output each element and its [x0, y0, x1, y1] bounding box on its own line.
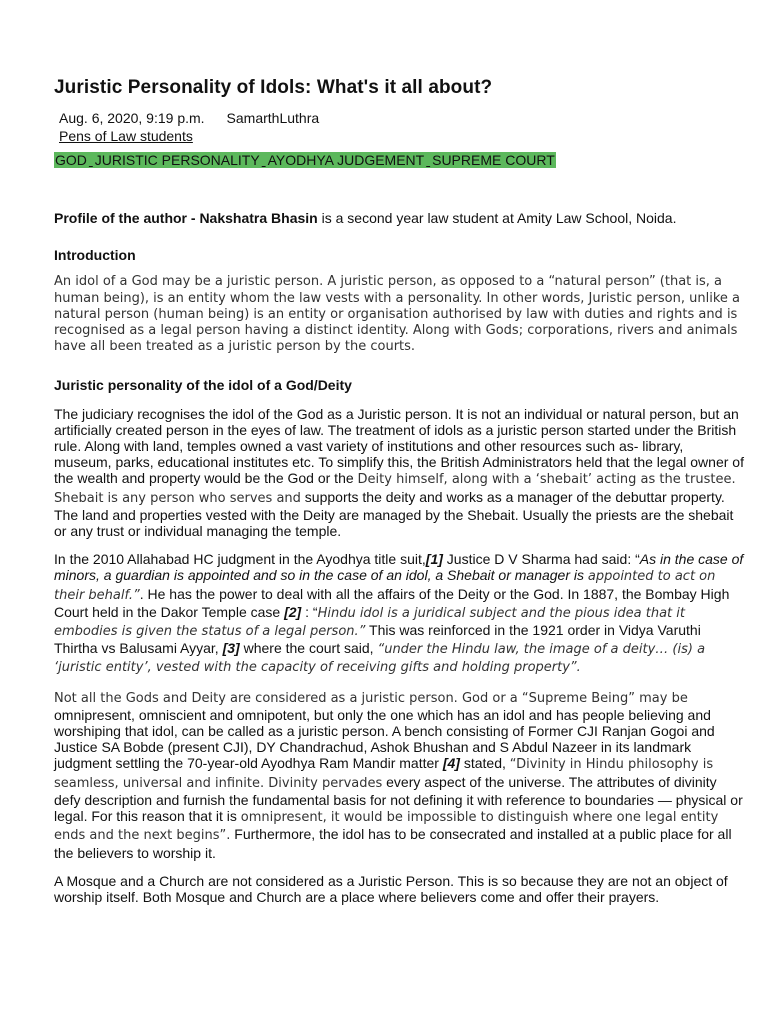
quote-text: appointed to act on their behalf.” [54, 569, 716, 603]
quote-text: As in the case of minors, a guardian is appointed and so in the case of an idol, a Shebait or manager is [54, 551, 744, 584]
author-profile-label: Profile of the author - Nakshatra Bhasin [54, 210, 318, 226]
quote-text: Hindu idol is a juridical subject and the pious idea that it embodies is given the status of a legal person.” [54, 605, 685, 640]
category-link[interactable]: Pens of Law students [59, 128, 193, 144]
author-profile-text: is a second year law student at Amity Law School, Noida. [317, 210, 677, 226]
paragraph-text: : “ [301, 603, 318, 620]
author-profile [54, 210, 744, 226]
intro-paragraph: An idol of a God may be a juristic person. A juristic person, as opposed to a “natural person” (that is, a human being), is an entity whom the law vests with a personality. In other words, Juristic person, unlike a natural person (human being) is an entity or organisation authorised by law with duties and rights and is recognised as a legal person having a distinct identity. Along with Gods; corporations, rivers and animals have all been treated as a juristic person by the courts. [54, 274, 740, 355]
section-heading-introduction: Introduction [54, 247, 136, 264]
paragraph-supreme-being [54, 689, 744, 861]
author-link[interactable]: SamarthLuthra [226, 110, 320, 126]
article-meta [59, 109, 319, 145]
paragraph-text: Not all the Gods and Deity are considered as a juristic person. God or a “Supreme Being” may be [54, 690, 688, 706]
footnote-link-2[interactable]: [2] [284, 603, 302, 620]
paragraph-judiciary [54, 406, 744, 540]
paragraph-text: In the 2010 Allahabad HC judgment in the Ayodhya title suit, [54, 551, 426, 568]
paragraph-text: . He has the power to deal with all the affairs of the Deity or the God. In 1887, the Bombay High Court held in the Dakor Temple case [54, 585, 730, 620]
quote-text: “Divinity in Hindu philosophy is seamless, universal and infinite. Divinity pervades [54, 757, 714, 791]
tag-separator [88, 152, 94, 168]
paragraph-text: Deity himself, along with a ‘shebait’ acting as the trustee. Shebait is any person who serves and [54, 472, 736, 506]
tag-juristic-personality[interactable]: JURISTIC PERSONALITY [94, 152, 260, 168]
tag-separator [261, 152, 267, 168]
footnote-link-3[interactable]: [3] [222, 640, 240, 657]
section-heading-juristic-personality: Juristic personality of the idol of a God/Deity [54, 377, 352, 394]
paragraph-text: omnipresent, omniscient and omnipotent, but only the one which has an idol and has people believing and worshiping that idol, can be called as a juristic person. A bench consisting of Former CJI Ranjan Gogoi and Justice SA Bobde (present CJI), DY Chandrachud, Ashok Bhushan and S Abdul Nazeer in its landmark judgment settling the 70-year-old Ayodhya Ram Mandir matter [54, 706, 715, 772]
paragraph-text: where the court said, [239, 640, 378, 657]
article-title: Juristic Personality of Idols: What's it all about? [54, 77, 493, 98]
tag-list [54, 151, 556, 169]
quote-text: every aspect of the universe. The attributes of divinity defy description and furnish the fundamental basis for not defining it with reference to boundaries — physical or legal. For this reason that it is [54, 773, 743, 825]
footnote-link-4[interactable]: [4] [442, 755, 460, 772]
paragraph-text: supports the deity and works as a manager of the debuttar property. The land and properties vested with the Deity are managed by the Shebait. Usually the priests are the shebait or any trust or individual managing the temple. [54, 488, 734, 540]
tag-god[interactable]: GOD [55, 152, 87, 168]
footnote-link-1[interactable]: [1] [425, 551, 443, 568]
quote-text: omnipresent, it would be impossible to distinguish where one legal entity ends and the next begins”. [54, 810, 719, 844]
paragraph-text: This was reinforced in the 1921 order in Vidya Varuthi Thirtha vs Balusami Ayyar, [54, 622, 701, 657]
paragraph-mosque-church: A Mosque and a Church are not considered as a Juristic Person. This is so because they are not an object of worship itself. Both Mosque and Church are a place where believers come and offer their prayers. [54, 872, 728, 905]
paragraph-ayodhya-judgment [54, 551, 744, 676]
paragraph-text: The judiciary recognises the idol of the God as a Juristic person. It is not an individual or natural person, but an artificially created person in the eyes of law. The treatment of idols as a juristic person started under the British rule. Along with land, temples owned a vast variety of institutions and other resources such as- library, museum, parks, educational institutes etc. To simplify this, the British Administrators held that the legal owner of the wealth and property would be the God or the [54, 405, 744, 487]
tag-supreme-court[interactable]: SUPREME COURT [432, 152, 555, 168]
post-date: Aug. 6, 2020, 9:19 p.m. [59, 110, 205, 126]
paragraph-text: stated, [459, 755, 510, 772]
article-body [54, 210, 744, 917]
paragraph-text: Furthermore, the idol has to be consecrated and installed at a public place for all the believers to worship it. [54, 826, 732, 861]
quote-text: “under the Hindu law, the image of a deity… (is) a ‘juristic entity’, vested with the capacity of receiving gifts and holding property”. [54, 642, 706, 676]
paragraph-text: Justice D V Sharma had said: “ [442, 551, 640, 568]
tag-ayodhya-judgement[interactable]: AYODHYA JUDGEMENT [267, 152, 425, 168]
